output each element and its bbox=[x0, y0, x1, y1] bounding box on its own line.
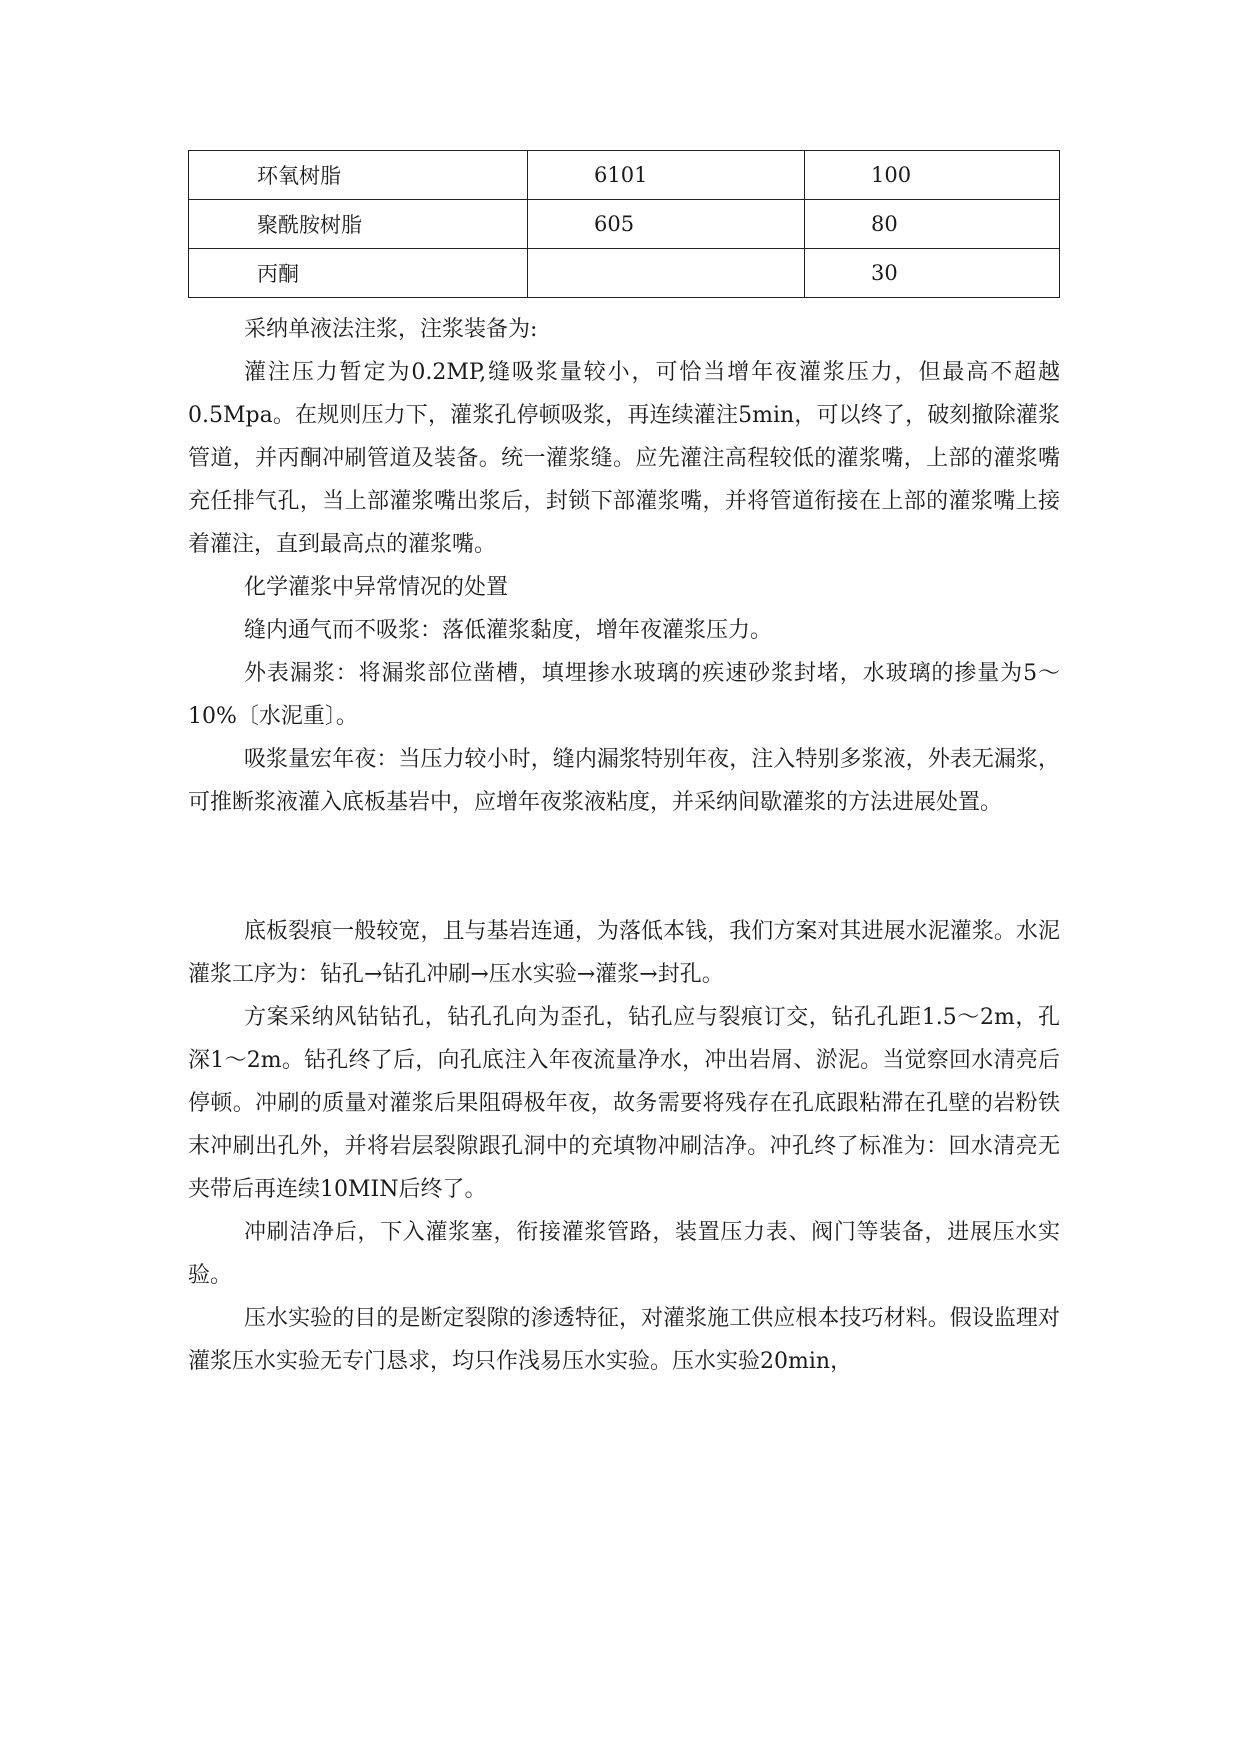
body-paragraph: 方案采纳风钻钻孔，钻孔孔向为歪孔，钻孔应与裂痕订交，钻孔孔距1.5～2m，孔深1～2m。钻孔终了后，向孔底注入年夜流量净水，冲出岩屑、淤泥。当觉察回水清亮后停顿。冲刷的质量对灌浆后果阻碍极年夜，故务需要将残存在孔底跟粘滞在孔壁的岩粉铁末冲刷出孔外，并将岩层裂隙跟孔洞中的充填物冲刷洁净。冲孔终了标准为：回水清亮无夹带后再连续10MIN后终了。 bbox=[188, 1005, 1060, 1202]
body-paragraph: 外表漏浆：将漏浆部位凿槽，填埋掺水玻璃的疾速砂浆封堵，水玻璃的掺量为5～10%〔水泥重〕。 bbox=[188, 661, 1060, 729]
body-paragraph: 采纳单液法注浆，注浆装备为: bbox=[244, 317, 538, 342]
cement-grouting-section bbox=[188, 910, 1060, 1383]
body-paragraph: 压水实验的目的是断定裂隙的渗透特征，对灌浆施工供应根本技巧材料。假设监理对灌浆压水实验无专门恳求，均只作浅易压水实验。压水实验20min， bbox=[188, 1306, 1060, 1374]
chemical-grouting-section bbox=[188, 308, 1060, 824]
table-row bbox=[189, 249, 1060, 298]
document-page bbox=[188, 150, 1060, 1383]
material-name-cell: 丙酮 bbox=[189, 249, 528, 298]
material-table bbox=[188, 150, 1060, 298]
material-code-cell: 605 bbox=[528, 200, 805, 249]
body-paragraph: 冲刷洁净后，下入灌浆塞，衔接灌浆管路，装置压力表、阀门等装备，进展压水实验。 bbox=[188, 1220, 1060, 1288]
material-amount-cell: 30 bbox=[805, 249, 1060, 298]
material-amount-cell: 80 bbox=[805, 200, 1060, 249]
body-paragraph: 灌注压力暂定为0.2MP,缝吸浆量较小，可恰当增年夜灌浆压力，但最高不超越0.5Mpa。在规则压力下，灌浆孔停顿吸浆，再连续灌注5min，可以终了，破刻撤除灌浆管道，并丙酮冲刷管道及装备。统一灌浆缝。应先灌注高程较低的灌浆嘴，上部的灌浆嘴充任排气孔，当上部灌浆嘴出浆后，封锁下部灌浆嘴，并将管道衔接在上部的灌浆嘴上接着灌注，直到最高点的灌浆嘴。 bbox=[188, 360, 1060, 557]
material-code-cell: 6101 bbox=[528, 151, 805, 200]
material-name-cell: 聚酰胺树脂 bbox=[189, 200, 528, 249]
body-paragraph: 缝内通气而不吸浆：落低灌浆黏度，增年夜灌浆压力。 bbox=[244, 618, 773, 643]
table-row bbox=[189, 200, 1060, 249]
material-amount-cell: 100 bbox=[805, 151, 1060, 200]
material-code-cell bbox=[528, 249, 805, 298]
body-paragraph: 底板裂痕一般较宽，且与基岩连通，为落低本钱，我们方案对其进展水泥灌浆。水泥灌浆工序为：钻孔→钻孔冲刷→压水实验→灌浆→封孔。 bbox=[188, 919, 1060, 987]
body-paragraph: 化学灌浆中异常情况的处置 bbox=[244, 575, 509, 600]
body-paragraph: 吸浆量宏年夜：当压力较小时，缝内漏浆特别年夜，注入特别多浆液，外表无漏浆，可推断浆液灌入底板基岩中，应增年夜浆液粘度，并采纳间歇灌浆的方法进展处置。 bbox=[188, 747, 1060, 815]
table-row bbox=[189, 151, 1060, 200]
section-spacer bbox=[188, 824, 1060, 910]
material-name-cell: 环氧树脂 bbox=[189, 151, 528, 200]
